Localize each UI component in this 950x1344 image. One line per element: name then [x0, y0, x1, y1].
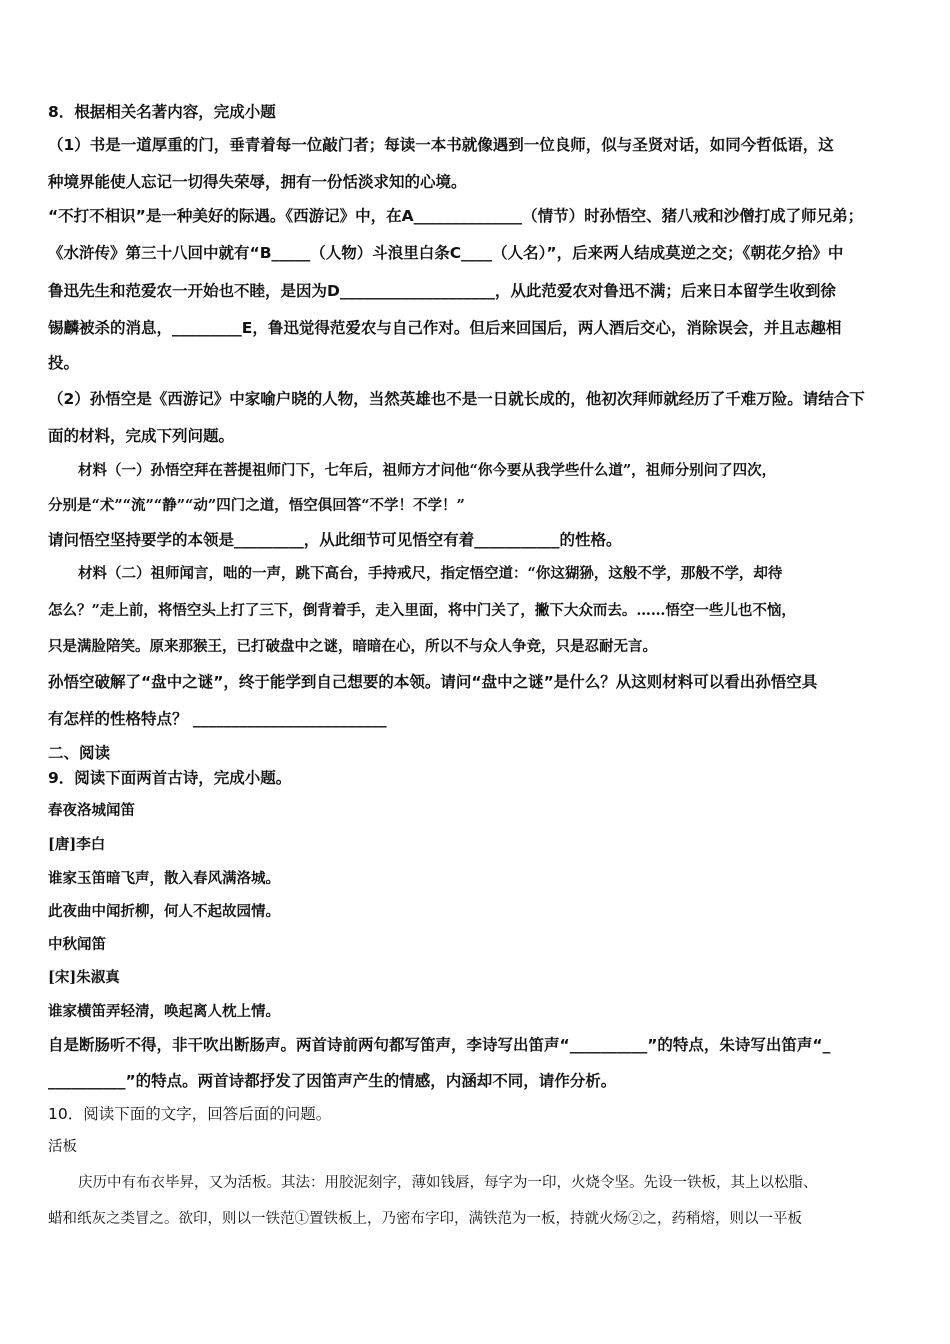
section-heading: 二、阅读 — [48, 744, 111, 762]
q8-question-b-line2: 有怎样的性格特点？ _________________________ — [48, 710, 387, 728]
material-1-line1: 材料（一）孙悟空拜在菩提祖师门下，七年后，祖师方才问他“你今要从我学些什么道”，祖师分别问了四次， — [78, 462, 777, 479]
poem1-title: 春夜洛城闻笛 — [48, 802, 135, 819]
material-2-line1: 材料（二）祖师闻言，咄的一声，跳下高台，手持戒尺，指定悟空道：“你这猢狲，这般不学，那般不学，却待 — [78, 565, 783, 582]
material-1-line2: 分别是“术”“流”“静”“动”四门之道，悟空俱回答“不学！不学！” — [48, 497, 465, 514]
q10-text-title: 活板 — [48, 1139, 77, 1155]
q8-p1-line1: （1）书是一道厚重的门，垂青着每一位敲门者；每读一本书就像遇到一位良师，似与圣贤对话，如同今哲低语，这 — [48, 136, 834, 154]
q10-text-line2: 蜡和纸灰之类冒之。欲印，则以一铁范①置铁板上，乃密布字印，满铁范为一板，持就火炀②之，药稍熔，则以一平板 — [48, 1211, 802, 1227]
poem1-line1: 谁家玉笛暗飞声，散入春风满洛城。 — [48, 870, 280, 887]
q8-p1-line6: 锡麟被杀的消息，_________E，鲁迅觉得范爱农与自己作对。但后来回国后，两人酒后交心，消除误会，并且志趣相 — [48, 319, 842, 337]
material-2-line2: 怎么？”走上前，将悟空头上打了三下，倒背着手，走入里面，将中门关了，撇下大众而去。……悟空一些儿也不恼， — [48, 602, 796, 619]
q8-p1-line2: 种境界能使人忘记一切得失荣辱，拥有一份恬淡求知的心境。 — [48, 173, 467, 191]
q8-question-a: 请问悟空坚持要学的本领是_________，从此细节可见悟空有着___________的性格。 — [48, 531, 622, 549]
q8-p1-line4: 《水浒传》第三十八回中就有“B_____（人物）斗浪里白条C____（人名）”，后来两人结成莫逆之交；《朝花夕拾》中 — [48, 244, 844, 262]
poem2-title: 中秋闻笛 — [48, 936, 106, 953]
q8-p1-line7: 投。 — [48, 354, 80, 372]
q8-title: 8．根据相关名著内容，完成小题 — [48, 103, 276, 121]
q8-p2-line2: 面的材料，完成下列问题。 — [48, 427, 235, 445]
q8-p1-line5: 鲁迅先生和范爱农一开始也不睦，是因为D____________________，从此范爱农对鲁迅不满；后来日本留学生收到徐 — [48, 282, 836, 300]
q10-title: 10．阅读下面的文字，回答后面的问题。 — [48, 1105, 332, 1123]
material-2-line3: 只是满脸陪笑。原来那猴王，已打破盘中之谜，暗暗在心，所以不与众人争竞，只是忍耐无言。 — [48, 638, 657, 655]
q8-question-b-line1: 孙悟空破解了“盘中之谜”，终于能学到自己想要的本领。请问“盘中之谜”是什么？从这则材料可以看出孙悟空具 — [48, 673, 818, 691]
poem2-line2: 自是断肠听不得，非干吹出断肠声。两首诗前两句都写笛声，李诗写出笛声“__________”的特点，朱诗写出笛声“_ — [48, 1036, 831, 1054]
q8-p2-line1: （2）孙悟空是《西游记》中家喻户晓的人物，当然英雄也不是一日就长成的，他初次拜师就经历了千难万险。请结合下 — [48, 390, 865, 408]
q9-title: 9．阅读下面两首古诗，完成小题。 — [48, 769, 292, 787]
q9-question-line: __________”的特点。两首诗都抒发了因笛声产生的情感，内涵却不同，请作分析。 — [48, 1072, 617, 1090]
poem1-author: [唐]李白 — [48, 836, 106, 853]
poem1-line2: 此夜曲中闻折柳，何人不起故园情。 — [48, 903, 280, 920]
q8-p1-line3: “不打不相识”是一种美好的际遇。《西游记》中，在A______________（情节）时孙悟空、猪八戒和沙僧打成了师兄弟； — [48, 207, 864, 225]
q10-text-line1: 庆历中有布衣毕昇，又为活板。其法：用胶泥刻字，薄如钱唇，每字为一印，火烧令坚。先设一铁板，其上以松脂、 — [78, 1175, 818, 1191]
poem2-author: [宋]朱淑真 — [48, 969, 120, 986]
poem2-line1: 谁家横笛弄轻清，唤起离人枕上情。 — [48, 1003, 280, 1020]
